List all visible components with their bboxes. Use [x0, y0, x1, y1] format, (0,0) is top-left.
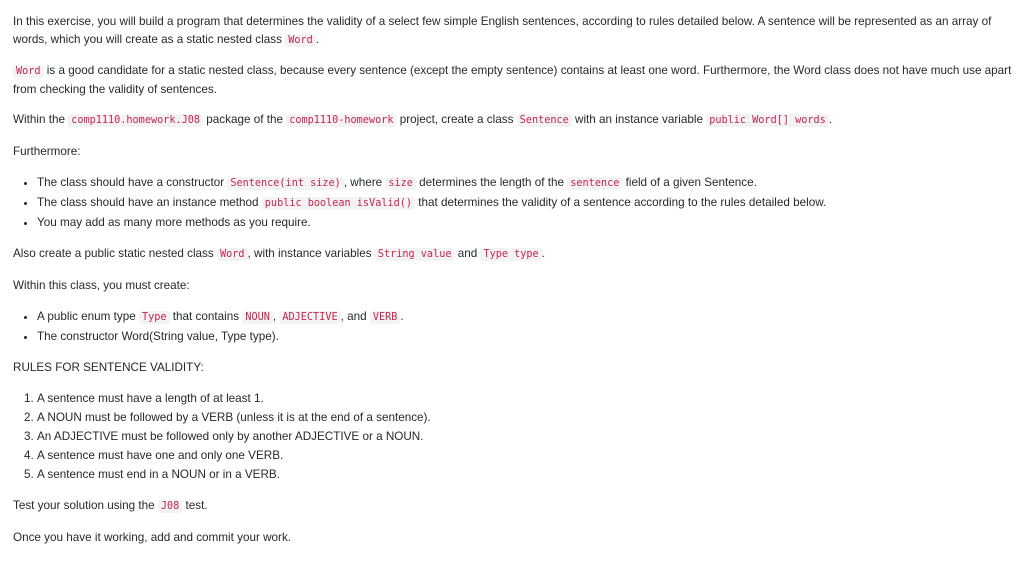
code-package: comp1110.homework.J08: [68, 114, 203, 127]
code-test-name: J08: [158, 500, 182, 513]
intro-paragraph: In this exercise, you will build a program that determines the validity of a select few simple English sentences, according to rules detailed below. A sentence will be represented as an array of words, which you will create as a static nested class Word .: [13, 15, 992, 46]
code-type-type: Type type: [480, 248, 541, 261]
code-sentence: Sentence: [517, 114, 572, 127]
also-create-paragraph: Also create a public static nested class Word , with instance variables String value and Type type .: [13, 247, 545, 260]
furthermore-label: Furthermore:: [13, 145, 81, 158]
rule-item: 2. A NOUN must be followed by a VERB (unless it is at the end of a sentence).: [37, 409, 1012, 427]
rule-item: 4. A sentence must have one and only one VERB.: [37, 447, 1012, 465]
within-package-paragraph: Within the comp1110.homework.J08 package of the comp1110-homework project, create a class Sentence with an instance variable public Word[] words .: [13, 113, 833, 126]
list-item: • The class should have a constructor Sentence(int size) , where size determines the length of the sentence field of a given Sentence.: [37, 174, 1012, 193]
within-class-label: Within this class, you must create:: [13, 279, 190, 292]
word-paragraph: Word is a good candidate for a static nested class, because every sentence (except the empty sentence) contains at least one word. Furthermore, the Word class does not have much use apart from checking the validity of sentences.: [13, 64, 1012, 96]
final-paragraph: Once you have it working, add and commit your work.: [13, 531, 292, 544]
code-project: comp1110-homework: [286, 114, 396, 127]
code-noun: NOUN: [242, 311, 273, 324]
word-requirements-list: [13, 308, 1012, 346]
code-verb: VERB: [370, 311, 401, 324]
code-words-field: public Word[] words: [706, 114, 829, 127]
rule-item: 1. A sentence must have a length of at least 1.: [37, 390, 1012, 408]
sentence-requirements-list: [13, 174, 1012, 232]
rules-heading: RULES FOR SENTENCE VALIDITY:: [13, 361, 204, 374]
code-constructor: Sentence(int size): [227, 177, 343, 190]
test-paragraph: Test your solution using the J08 test.: [13, 499, 208, 512]
rule-item: 5. A sentence must end in a NOUN or in a VERB.: [37, 466, 1012, 484]
code-isvalid: public boolean isValid(): [262, 197, 415, 210]
code-string-value: String value: [375, 248, 455, 261]
code-word: Word: [217, 248, 248, 261]
list-item: • The constructor Word(String value, Type type).: [37, 328, 1012, 346]
code-type: Type: [139, 311, 170, 324]
rules-list: [13, 390, 1012, 484]
code-size: size: [385, 177, 416, 190]
list-item: • You may add as many more methods as you require.: [37, 214, 1012, 232]
code-adjective: ADJECTIVE: [279, 311, 340, 324]
list-item: • A public enum type Type that contains NOUN , ADJECTIVE , and VERB .: [37, 308, 1012, 327]
rule-item: 3. An ADJECTIVE must be followed only by another ADJECTIVE or a NOUN.: [37, 428, 1012, 446]
code-word: Word: [285, 34, 316, 47]
code-sentence-field: sentence: [567, 177, 622, 190]
list-item: • The class should have an instance method public boolean isValid() that determines the validity of a sentence according to the rules detailed below.: [37, 194, 1012, 213]
code-word: Word: [13, 65, 44, 78]
